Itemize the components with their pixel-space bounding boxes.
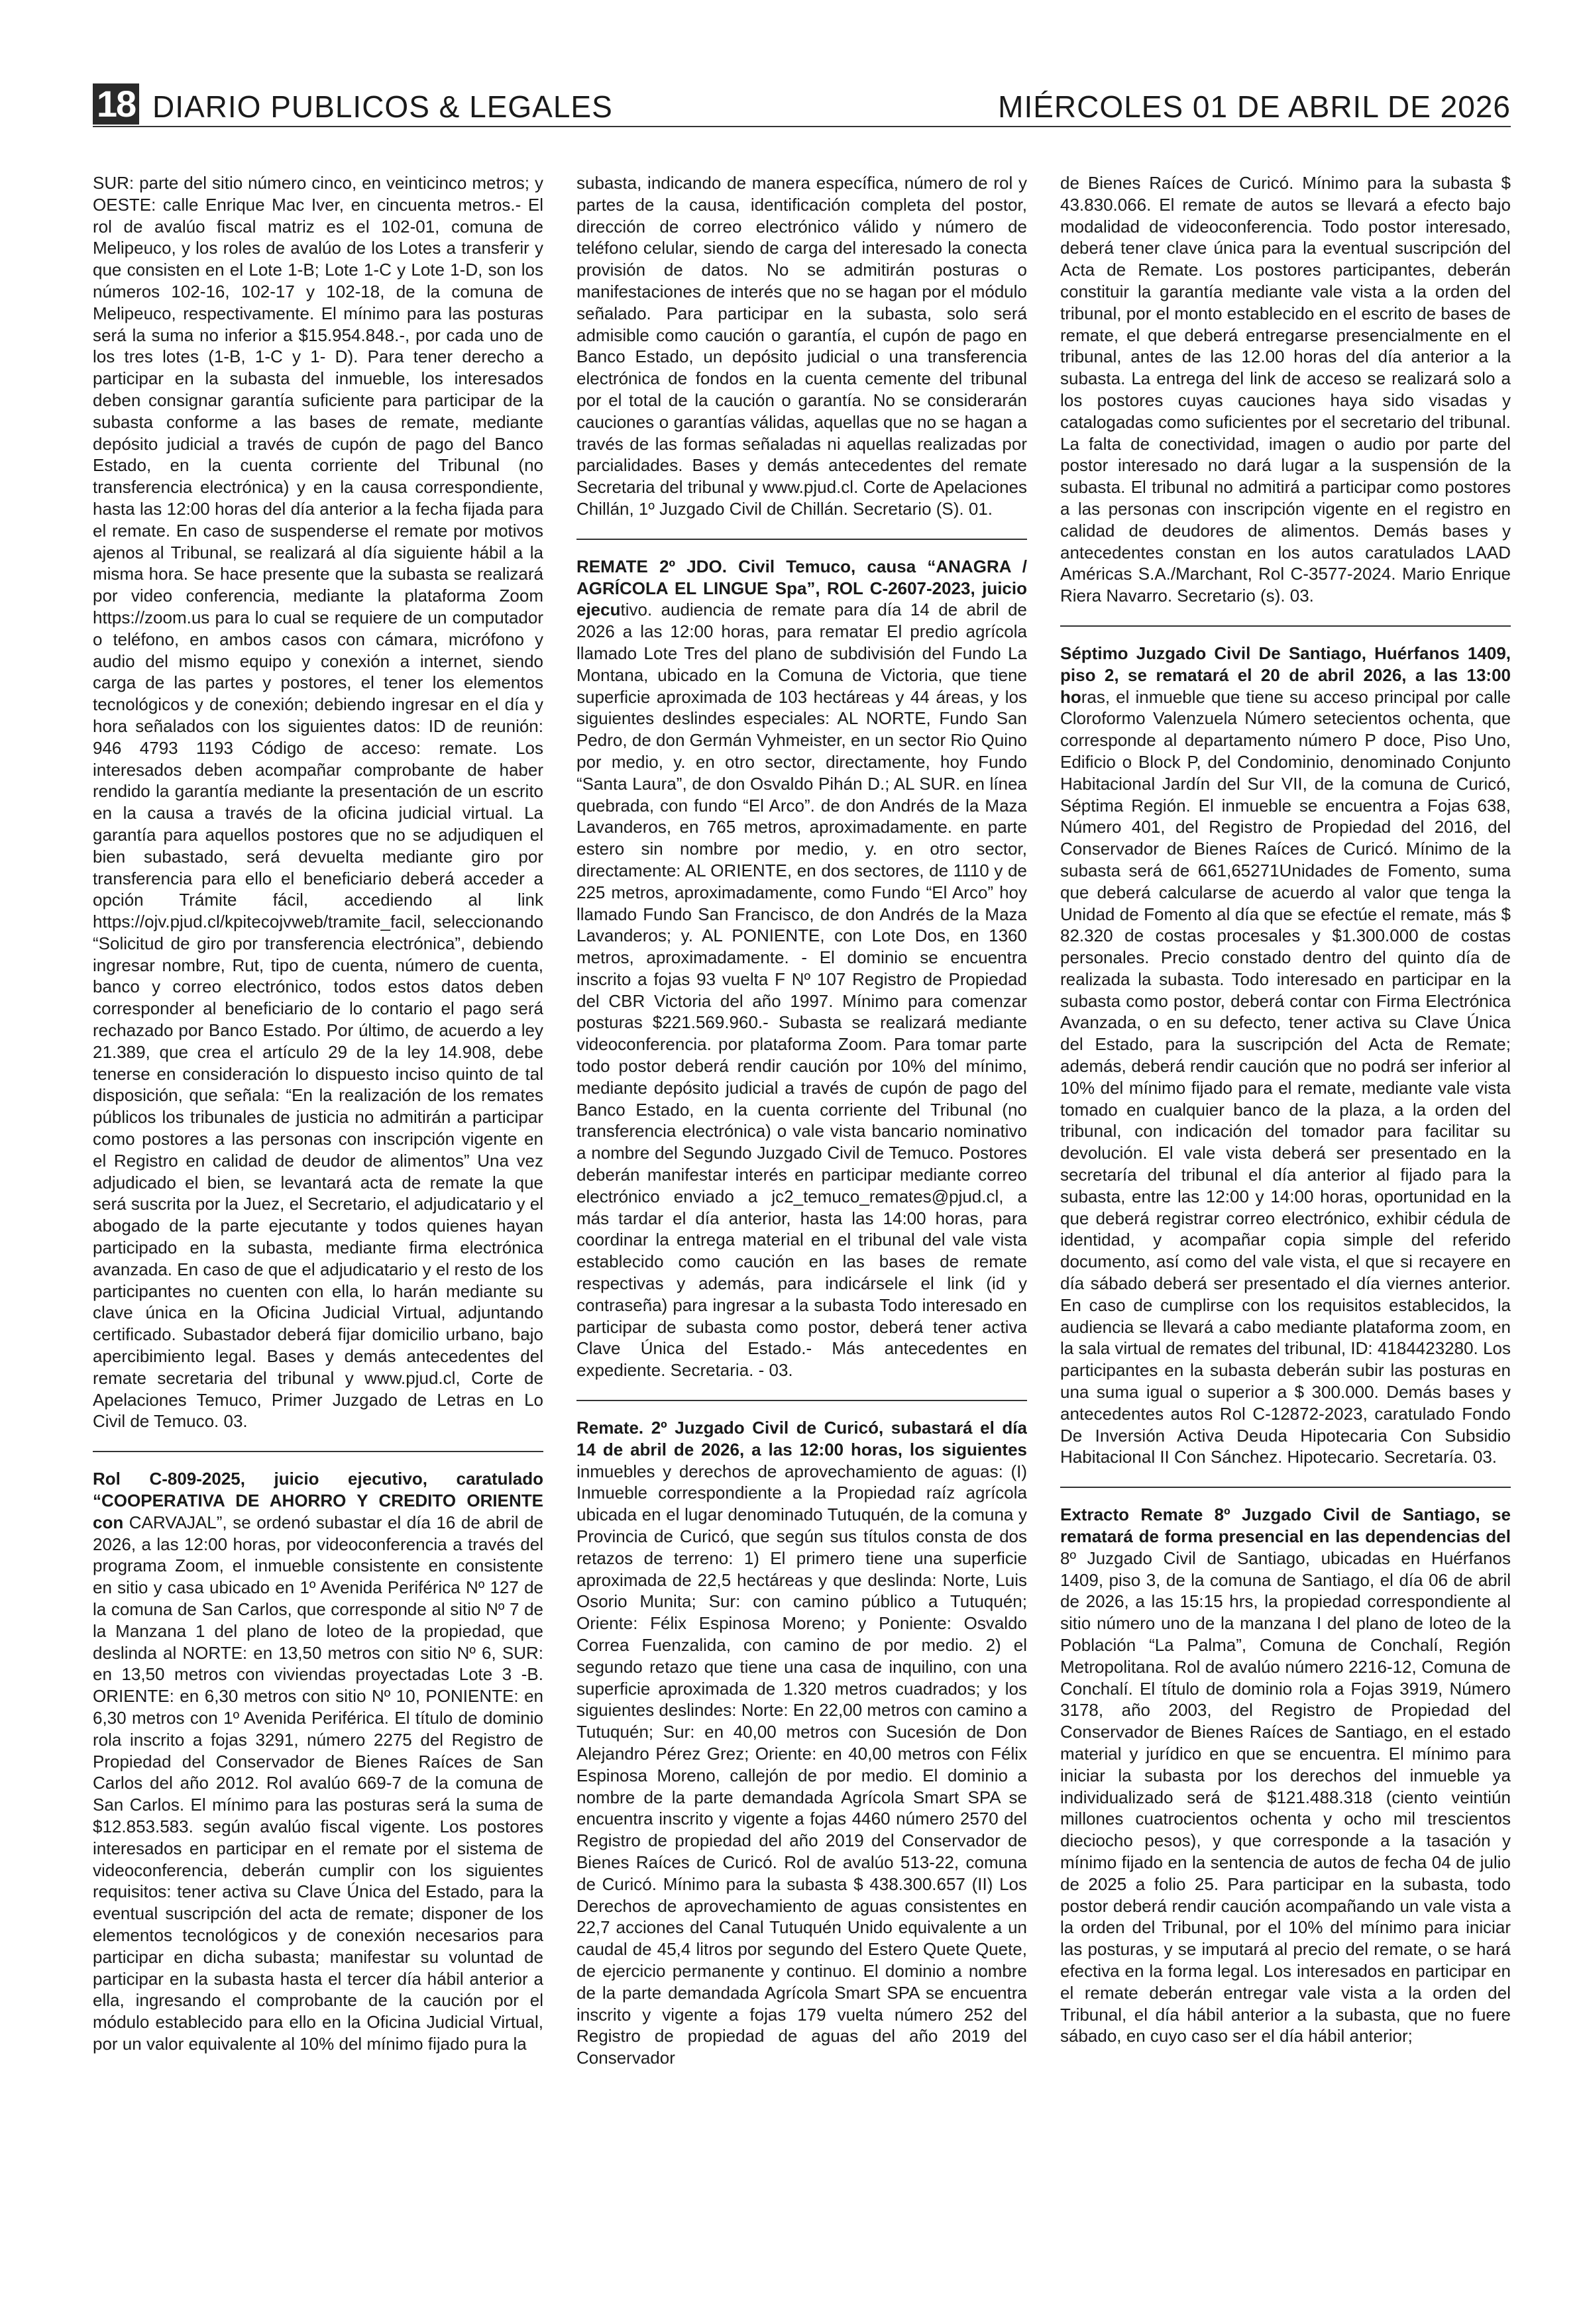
notice-body: ras, el inmueble que tiene su acceso principal por calle Cloroformo Valenzuela Número setecientos ochenta, que corresponde al departamento número P doce, Piso Uno, Edificio o Block P, del Condominio, denominado Conjunto Habitacional Jardín del Sur VII, de la comuna de Curicó, Séptima Región. El inmueble se encuentra a Fojas 638, Número 401, del Registro de Propiedad del 2016, del Conservador de Bienes Raíces de Curicó. Mínimo de la subasta será de 661,65271Unidades de Fomento, suma que deberá calcularse de acuerdo al valor que tenga la Unidad de Fomento al día que se efectúe el remate, más $ 82.320 de costas procesales y $1.300.000 de costas personales. Precio constado dentro del quinto día de realizada la subasta. Todo interesado en participar en la subasta como postor, deberá contar con Firma Electrónica Avanzada, o en su defecto, tener activa su Clave Única del Estado, para la suscripción del Acta de Remate; además, deberá rendir caución que no podrá ser inferior al 10% del mínimo fijado para el remate, mediante vale vista tomado en cualquier banco de la plaza, a la orden del tribunal, con indicación del tomador para facilitar su devolución. El vale vista deberá ser presentado en la secretaría del tribunal el día anterior al fijado para la subasta, entre las 12:00 y 14:00 horas, oportunidad en la que deberá registrar correo electrónico, exhibir cédula de identidad, y acompañar copia simple del referido documento, así como del vale vista, el que si recayere en día sábado deberá ser presentado el día viernes anterior. En caso de cumplirse con los requisitos establecidos, la audiencia se llevará a cabo mediante plataforma zoom, en la sala virtual de remates del tribunal, ID: 4184423280. Los participantes en la subasta deberán subir las posturas en una suma igual o superior a $ 300.000. Demás bases y antecedentes autos Rol C-12872-2023, caratulado Fondo De Inversión Activa Deuda Hipotecaria Con Subsidio Habitacional II Con Sánchez. Hipotecario. Secretaría. 03. (1060, 686, 1511, 1467)
page-header (93, 79, 1511, 127)
legal-notice (93, 172, 543, 1432)
legal-notice (1060, 625, 1511, 1468)
notice-lead: Rol C-809-2025, juicio ejecutivo, caratulado “COOPERATIVA DE AHORRO Y CREDITO ORIENTE con (93, 1469, 543, 1532)
header-rule (93, 126, 1511, 127)
notice-lead: REMATE 2º JDO. Civil Temuco, causa “ANAGRA / AGRÍCOLA EL LINGUE Spa”, ROL C-2607-2023, juicio ejecu (576, 556, 1027, 620)
notice-lead: Séptimo Juzgado Civil De Santiago, Huérfanos 1409, piso 2, se rematará el 20 de abril 2026, a las 13:00 ho (1060, 643, 1511, 707)
notice-body: 8º Juzgado Civil de Santiago, ubicadas en Huérfanos 1409, piso 3, de la comuna de Santiago, el día 06 de abril de 2026, a las 15:15 hrs, la propiedad correspondiente al sitio número uno de la manzana I del plano de loteo de la Población “La Palma”, Comuna de Conchalí, Región Metropolitana. Rol de avalúo número 2216-12, Comuna de Conchalí. El título de dominio rola a Fojas 3919, Número 3178, año 2003, del Registro de Propiedad del Conservador de Bienes Raíces de Santiago, en el estado material y jurídico en que se encuentra. El mínimo para iniciar la subasta por los derechos del inmueble ya individualizado será de $121.488.318 (ciento veintiún millones cuatrocientos ochenta y ocho mil trescientos dieciocho pesos), y que corresponde a la tasación y mínimo fijado en la sentencia de autos de fecha 04 de julio de 2025 a folio 25. Para participar en la subasta, todo postor deberá rendir caución acompañando un vale vista a la orden del Tribunal, por el 10% del mínimo para iniciar las posturas, y se imputará al precio del remate, o se hará efectiva en la forma legal. Los interesados en participar en el remate deberán entregar vale vista a la orden del Tribunal, el día hábil anterior a la subasta, que no fuere sábado, en cuyo caso ser el día hábil anterior; (1060, 1548, 1511, 2046)
legal-notice (1060, 172, 1511, 607)
publication-title: DIARIO PUBLICOS & LEGALES (152, 89, 613, 124)
notice-body: tivo. audiencia de remate para día 14 de abril de 2026 a las 12:00 horas, para rematar El predio agrícola llamado Lote Tres del plano de subdivisión del Fundo La Montana, ubicado en la Comuna de Victoria, que tiene superficie aproximada de 103 hectáreas y 44 áreas, y los siguientes deslindes especiales: AL NORTE, Fundo San Pedro, de don Germán Vyhmeister, en un sector Rio Quino por medio, y. en otro sector, directamente, hoy Fundo “Santa Laura”, de don Osvaldo Pihán D.; AL SUR. en línea quebrada, con fundo “El Arco”. de don Andrés de la Maza Lavanderos, en 765 metros, aproximadamente. en parte estero sin nombre por medio, y. en otro sector, directamente: AL ORIENTE, en dos sectores, de 1110 y de 225 metros, aproximadamente, como Fundo “El Arco” hoy llamado Fundo San Francisco, de don Andrés de la Maza Lavanderos; y. AL PONIENTE, con Lote Dos, en 1360 metros, aproximadamente. - El dominio se encuentra inscrito a fojas 93 vuelta F Nº 107 Registro de Propiedad del CBR Victoria del año 1997. Mínimo para comenzar posturas $221.569.960.- Subasta se realizará mediante videoconferencia. por plataforma Zoom. Para tomar parte todo postor deberá rendir caución por 10% del mínimo, mediante depósito judicial a través de cupón de pago del Banco Estado, en la cuenta corriente del Tribunal (no transferencia electrónica) o vale vista bancario nominativo a nombre del Segundo Juzgado Civil de Temuco. Postores deberán manifestar interés en participar mediante correo electrónico enviado a jc2_temuco_remates@pjud.cl, a más tardar el día anterior, hasta las 14:00 horas, para coordinar la entrega material en el tribunal del vale vista establecido como caución en las bases de remate respectivas y además, para indicársele el link (id y contraseña) para ingresar a la subasta Todo interesado en participar de subasta como postor, deberá tener activa Clave Única del Estado.- Más antecedentes en expediente. Secretaria. - 03. (576, 600, 1027, 1381)
page-number: 18 (93, 83, 139, 125)
legal-notice (1060, 1487, 1511, 2047)
legal-notice (576, 1400, 1027, 2069)
legal-notice (93, 1451, 543, 2055)
column-2 (576, 172, 1027, 2299)
notice-body: inmuebles y derechos de aprovechamiento de aguas: (I) Inmueble correspondiente a la Propiedad raíz agrícola ubicada en el lugar denominado Tutuquén, de la comuna y Provincia de Curicó, que según sus títulos consta de dos retazos de terreno: 1) El primero tiene una superficie aproximada de 22,5 hectáreas y que deslinda: Norte, Luis Osorio Munita; Sur: con camino público a Tutuquén; Oriente: Félix Espinosa Moreno; y Poniente: Osvaldo Correa Fuenzalida, con camino de por medio. 2) el segundo retazo que tiene una casa de inquilino, con una superficie aproximada de 1.320 metros cuadrados; y los siguientes deslindes: Norte: En 22,00 metros con camino a Tutuquén; Sur: en 40,00 metros con Sucesión de Don Alejandro Pérez Grez; Oriente: en 40,00 metros con Félix Espinosa Moreno, callejón de por medio. El dominio a nombre de la parte demandada Agrícola Smart SPA se encuentra inscrito y vigente a fojas 4460 número 2570 del Registro de propiedad del año 2019 del Conservador de Bienes Raíces de Curicó. Rol de avalúo 513-22, comuna de Curicó. Mínimo para la subasta $ 438.300.657 (II) Los Derechos de aprovechamiento de aguas consistentes en 22,7 acciones del Canal Tutuquén Unido equivalente a un caudal de 45,4 litros por segundo del Estero Quete Quete, de ejercicio permanente y continuo. El dominio a nombre de la parte demandada Agrícola Smart SPA se encuentra inscrito y vigente a fojas 179 vuelta número 252 del Registro de propiedad de aguas del año 2019 del Conservador (576, 1461, 1027, 2068)
column-1 (93, 172, 543, 2299)
legal-notice (576, 172, 1027, 520)
legal-notice (576, 539, 1027, 1381)
issue-date: MIÉRCOLES 01 DE ABRIL DE 2026 (998, 89, 1511, 124)
notice-body: SUR: parte del sitio número cinco, en veinticinco metros; y OESTE: calle Enrique Mac Iver, en cincuenta metros.- El rol de avalúo fiscal matriz es el 102-01, comuna de Melipeuco, y los roles de avalúo de los Lotes a transferir y que consisten en el Lote 1-B; Lote 1-C y Lote 1-D, son los números 102-16, 102-17 y 102-18, de la comuna de Melipeuco, respectivamente. El mínimo para las posturas será la suma no inferior a $15.954.848.-, por cada uno de los tres lotes (1-B, 1-C y 1- D). Para tener derecho a participar en la subasta del inmueble, los interesados deben consignar garantía suficiente para participar de la subasta conforme a las bases de remate, mediante depósito judicial a través de cupón de pago del Banco Estado, en la cuenta corriente del Tribunal (no transferencia electrónica) y en la causa correspondiente, hasta las 12:00 horas del día anterior a la fecha fijada para el remate. En caso de suspenderse el remate por motivos ajenos al Tribunal, se realizará al día siguiente hábil a la misma hora. Se hace presente que la subasta se realizará por video conferencia, mediante la plataforma Zoom https://zoom.us para lo cual se requiere de un computador o teléfono, en ambos casos con cámara, micrófono y audio del mismo equipo y conexión a internet, siendo carga de las partes y postores, el tener los elementos tecnológicos y de conexión; debiendo ingresar en el día y hora señalados con los siguientes datos: ID de reunión: 946 4793 1193 Código de acceso: remate. Los interesados deben acompañar comprobante de haber rendido la garantía mediante la presentación de un escrito en la causa a través de la oficina judicial virtual. La garantía para aquellos postores que no se adjudiquen el bien subastado, será devuelta mediante giro por transferencia para ello el beneficiario deberá acceder a opción Trámite fácil, accediendo al link https://ojv.pjud.cl/kpitecojvweb/tramite_facil, seleccionando “Solicitud de giro por transferencia electrónica”, debiendo ingresar nombre, Rut, tipo de cuenta, número de cuenta, banco y correo electrónico, todos estos datos deben corresponder al beneficiario de lo contario el pago será rechazado por Banco Estado. Por último, de acuerdo a ley 21.389, que crea el artículo 29 de la ley 14.908, debe tenerse en consideración lo dispuesto inciso quinto de tal disposición, que señala: “En la realización de los remates públicos los tribunales de justicia no admitirán a participar como postores a las personas con inscripción vigente en el Registro en calidad de deudor de alimentos” Una vez adjudicado el bien, se levantará acta de remate la que será suscrita por la Juez, el Secretario, el adjudicatario y el abogado de la parte ejecutante y todos quienes hayan participado en la subasta, mediante firma electrónica avanzada. En caso de que el adjudicatario y el resto de los participantes no cuenten con ella, lo harán mediante su clave única en la Oficina Judicial Virtual, adjuntando certificado. Subastador deberá fijar domicilio urbano, bajo apercibimiento legal. Bases y demás antecedentes del remate secretaria del tribunal y www.pjud.cl, Corte de Apelaciones Temuco, Primer Juzgado de Letras en Lo Civil de Temuco. 03. (93, 173, 543, 1432)
notice-lead: Extracto Remate 8º Juzgado Civil de Santiago, se rematará de forma presencial en las dependencias del (1060, 1505, 1511, 1547)
column-3 (1060, 172, 1511, 2299)
notice-lead: Remate. 2º Juzgado Civil de Curicó, subastará el día 14 de abril de 2026, a las 12:00 horas, los siguientes (576, 1418, 1027, 1459)
notice-body: de Bienes Raíces de Curicó. Mínimo para la subasta $ 43.830.066. El remate de autos se llevará a efecto bajo modalidad de videoconferencia. Todo postor interesado, deberá tener clave única para la eventual suscripción del Acta de Remate. Los postores participantes, deberán constituir la garantía mediante vale vista a la orden del tribunal, por el monto establecido en el escrito de bases de remate, el que deberá entregarse presencialmente en el tribunal, antes de las 12.00 horas del día anterior a la subasta. La entrega del link de acceso se realizará solo a los postores cuyas cauciones haya sido visadas y catalogadas como suficientes por el secretario del tribunal. La falta de conectividad, imagen o audio por parte del postor interesado no dará lugar a la suspensión de la subasta. El tribunal no admitirá a participar como postores a las personas con inscripción vigente en el registro en calidad de deudores de alimentos. Demás bases y antecedentes constan en los autos caratulados LAAD Américas S.A./Marchant, Rol C-3577-2024. Mario Enrique Riera Navarro. Secretario (s). 03. (1060, 173, 1511, 606)
notice-body: CARVAJAL”, se ordenó subastar el día 16 de abril de 2026, a las 12:00 horas, por videoconferencia a través del programa Zoom, el inmueble consistente en consistente en sitio y casa ubicado en 1º Avenida Periférica Nº 127 de la comuna de San Carlos, que corresponde al sitio Nº 7 de la Manzana 1 del plano de loteo de la propiedad, que deslinda al NORTE: en 13,50 metros con sitio Nº 6, SUR: en 13,50 metros con viviendas proyectadas Lote 3 -B. ORIENTE: en 6,30 metros con sitio Nº 10, PONIENTE: en 6,30 metros con 1º Avenida Periférica. El título de dominio rola inscrito a fojas 3291, número 2275 del Registro de Propiedad del Conservador de Bienes Raíces de San Carlos del año 2012. Rol avalúo 669-7 de la comuna de San Carlos. El mínimo para las posturas será la suma de $12.853.583. según avalúo fiscal vigente. Los postores interesados en participar en el remate por el sistema de videoconferencia, deberán cumplir con los siguientes requisitos: tener activa su Clave Única del Estado, para la eventual suscripción del acta de remate; disponer de los elementos tecnológicos y de conexión necesarios para participar en dicha subasta; manifestar su voluntad de participar en la subasta hasta el tercer día hábil anterior a ella, ingresando el comprobante de la caución por el módulo establecido para ello en la Oficina Judicial Virtual, por un valor equivalente al 10% del mínimo fijado pura la (93, 1512, 543, 2054)
notice-body: subasta, indicando de manera específica, número de rol y partes de la causa, identificación completa del postor, dirección de correo electrónico válido y número de teléfono celular, siendo de carga del interesado la conecta provisión de datos. No se admitirán posturas o manifestaciones de interés que no se hagan por el módulo señalado. Para participar en la subasta, solo será admisible como caución o garantía, el cupón de pago en Banco Estado, un depósito judicial o una transferencia electrónica de fondos en la cuenta cemente del tribunal por el total de la caución o garantía. No se considerarán cauciones o garantías válidas, aquellas que no se hagan a través de las formas señaladas ni aquellas realizadas por parcialidades. Bases y demás antecedentes del remate Secretaria del tribunal y www.pjud.cl. Corte de Apelaciones Chillán, 1º Juzgado Civil de Chillán. Secretario (S). 01. (576, 173, 1027, 519)
